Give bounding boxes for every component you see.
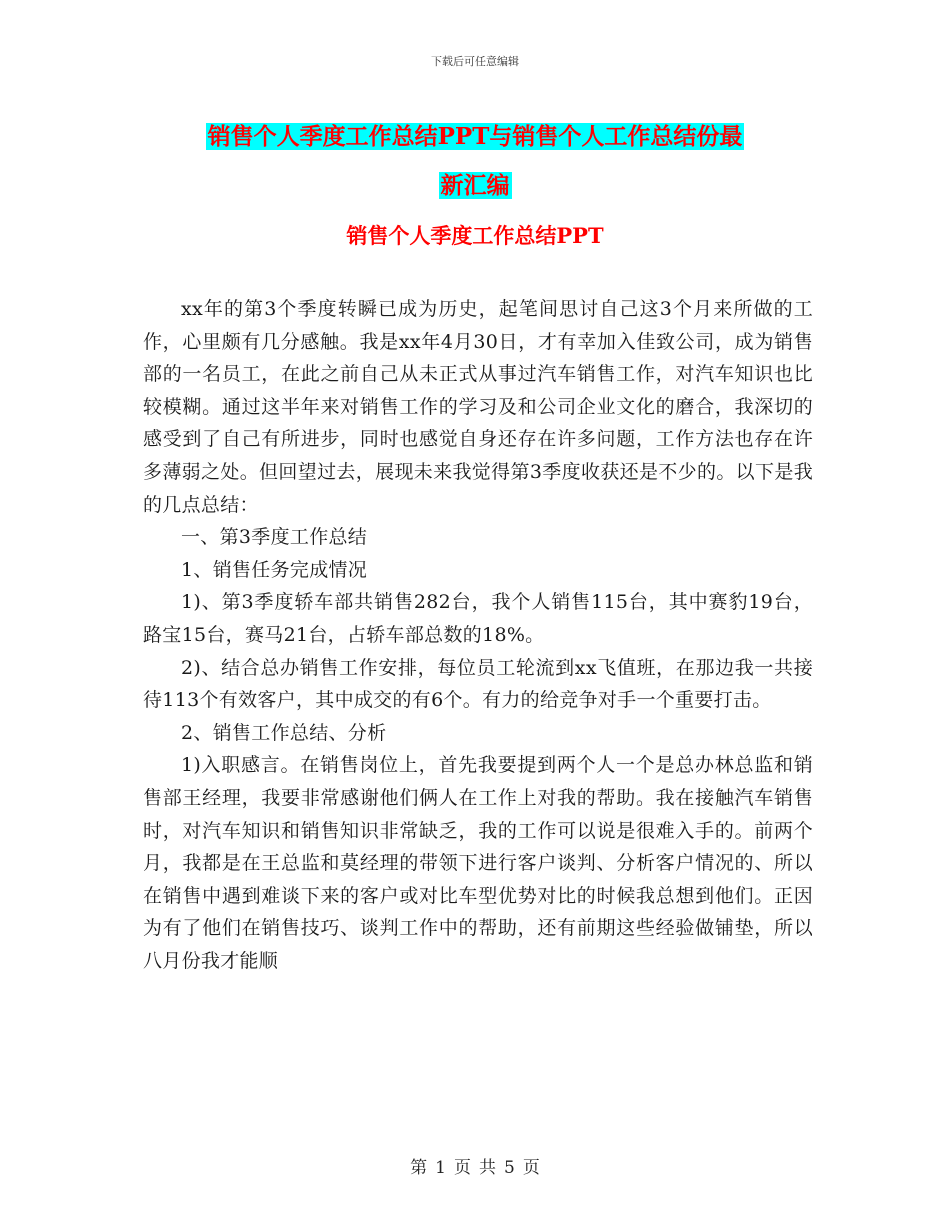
paragraph-intro: xx年的第3个季度转瞬已成为历史，起笔间思讨自己这3个月来所做的工作，心里颇有几分感触。我是xx年4月30日，才有幸加入佳致公司，成为销售部的一名员工，在此之前自己从未正式从事过汽车销售工作，对汽车知识也比较模糊。通过这半年来对销售工作的学习及和公司企业文化的磨合，我深切的感受到了自己有所进步，同时也感觉自身还存在许多问题，工作方法也存在许多薄弱之处。但回望过去，展现未来我觉得第3季度收获还是不少的。以下是我的几点总结： [143, 298, 813, 516]
paragraph-duty-rotation: 2)、结合总办销售工作安排，每位员工轮流到xx飞值班，在那边我一共接待113个有效客户，其中成交的有6个。有力的给竞争对手一个重要打击。 [143, 656, 813, 712]
total-pages: 5 [504, 1158, 515, 1178]
paragraph-sales-figures: 1)、第3季度轿车部共销售282台，我个人销售115台，其中赛豹19台，路宝15台，赛马21台，占轿车部总数的18%。 [143, 591, 813, 646]
page-footer [0, 1153, 950, 1178]
document-title-line-2: 新汇编 [440, 172, 510, 199]
document-body [143, 293, 813, 977]
total-suffix: 页 [522, 1158, 540, 1178]
document-title-line-1: 销售个人季度工作总结PPT与销售个人工作总结份最 [207, 123, 743, 150]
document-title [100, 112, 850, 210]
page-label-prefix: 第 [410, 1158, 428, 1178]
section-title: 销售个人季度工作总结PPT [346, 223, 604, 248]
page-number: 1 [435, 1158, 446, 1178]
heading-section-one: 一、第3季度工作总结 [181, 526, 368, 549]
paragraph-onboarding: 1)入职感言。在销售岗位上，首先我要提到两个人一个是总办林总监和销售部王经理，我要非常感谢他们俩人在工作上对我的帮助。我在接触汽车销售时，对汽车知识和销售知识非常缺乏，我的工作可以说是很难入手的。前两个月，我都是在王总监和莫经理的带领下进行客户谈判、分析客户情况的、所以在销售中遇到难谈下来的客户或对比车型优势对比的时候我总想到他们。正因为有了他们在销售技巧、谈判工作中的帮助，还有前期这些经验做铺垫，所以八月份我才能顺 [143, 754, 813, 972]
page-header-note: 下载后可任意编辑 [431, 55, 519, 68]
total-label: 共 [479, 1158, 496, 1178]
heading-sales-tasks: 1、销售任务完成情况 [181, 558, 368, 581]
heading-sales-analysis: 2、销售工作总结、分析 [181, 721, 387, 744]
page-label-mid: 页 [454, 1158, 471, 1178]
